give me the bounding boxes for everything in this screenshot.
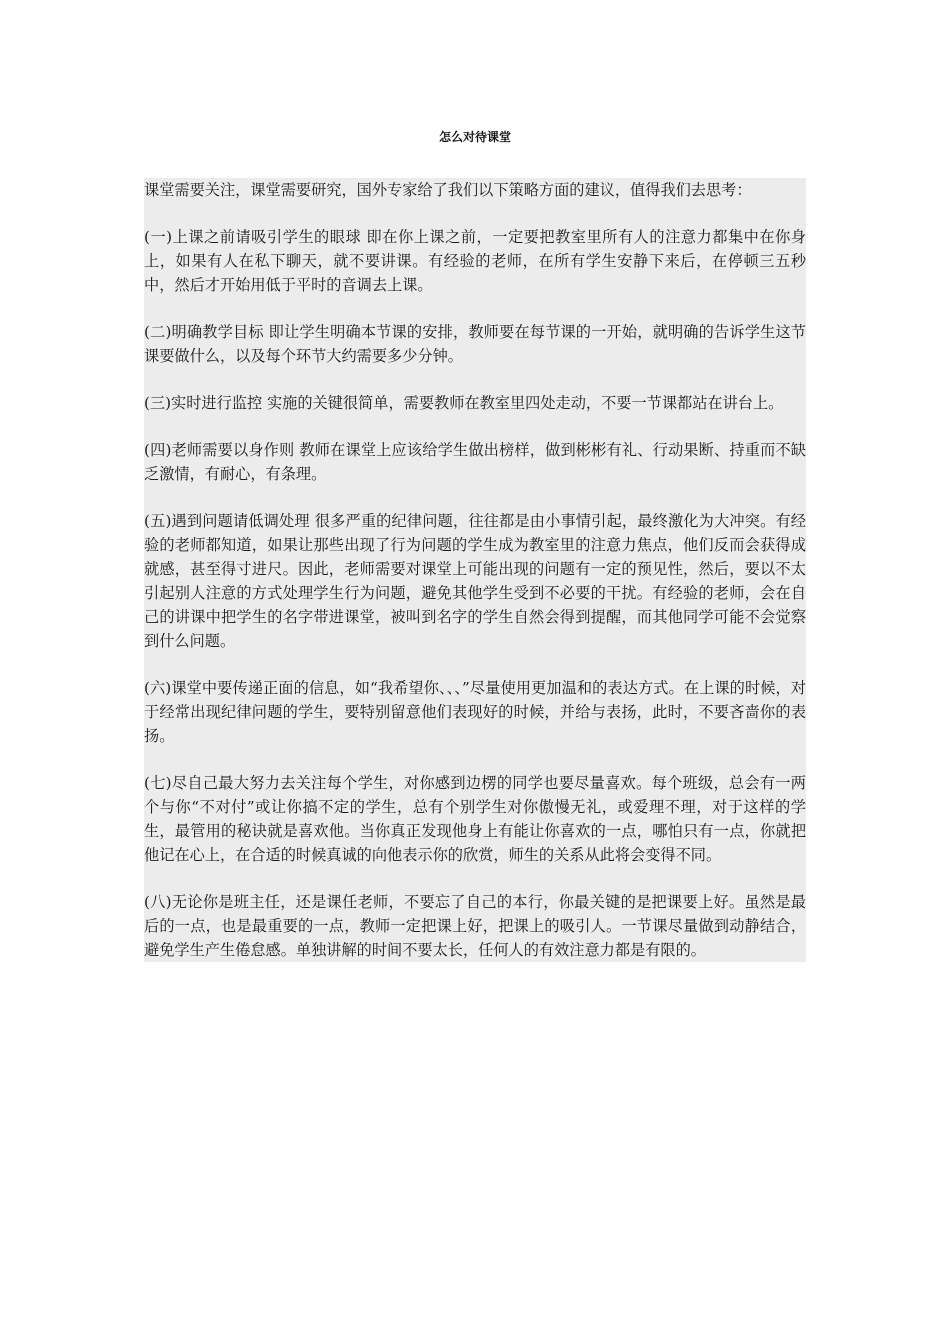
- paragraph-6: (六)课堂中要传递正面的信息，如“我希望你、、、”尽量使用更加温和的表达方式。在上课的时候，对于经常出现纪律问题的学生，要特别留意他们表现好的时候，并给与表扬，此时，不要吝啬你的表扬。: [144, 679, 806, 745]
- paragraph-spacer: [144, 653, 806, 676]
- paragraph-4: (四)老师需要以身作则 教师在课堂上应该给学生做出榜样，做到彬彬有礼、行动果断、持重而不缺乏激情，有耐心，有条理。: [144, 441, 806, 483]
- paragraph-spacer: [144, 867, 806, 890]
- paragraph-8: (八)无论你是班主任，还是课任老师，不要忘了自己的本行，你最关键的是把课要上好。虽然是最后的一点，也是最重要的一点，教师一定把课上好，把课上的吸引人。一节课尽量做到动静结合，避免学生产生倦怠感。单独讲解的时间不要太长，任何人的有效注意力都是有限的。: [144, 893, 806, 959]
- intro-paragraph: 课堂需要关注，课堂需要研究，国外专家给了我们以下策略方面的建议，值得我们去思考：: [144, 181, 752, 199]
- paragraph-5: (五)遇到问题请低调处理 很多严重的纪律问题，往往都是由小事情引起，最终激化为大冲突。有经验的老师都知道，如果让那些出现了行为问题的学生成为教室里的注意力焦点，他们反而会获得成就感，甚至得寸进尺。因此，老师需要对课堂上可能出现的问题有一定的预见性，然后，要以不太引起别人注意的方式处理学生行为问题，避免其他学生受到不必要的干扰。有经验的老师，会在自己的讲课中把学生的名字带进课堂，被叫到名字的学生自然会得到提醒，而其他同学可能不会觉察到什么问题。: [144, 512, 806, 650]
- paragraph-2: (二)明确教学目标 即让学生明确本节课的安排，教师要在每节课的一开始，就明确的告诉学生这节课要做什么，以及每个环节大约需要多少分钟。: [144, 323, 806, 365]
- document-body: [144, 178, 806, 962]
- paragraph-spacer: [144, 415, 806, 438]
- paragraph-7: (七)尽自己最大努力去关注每个学生，对你感到边楞的同学也要尽量喜欢。每个班级，总会有一两个与你“不对付”或让你搞不定的学生，总有个别学生对你傲慢无礼，或爱理不理，对于这样的学生，最管用的秘诀就是喜欢他。当你真正发现他身上有能让你喜欢的一点，哪怕只有一点，你就把他记在心上，在合适的时候真诚的向他表示你的欣赏，师生的关系从此将会变得不同。: [144, 774, 806, 864]
- paragraph-spacer: [144, 748, 806, 771]
- document-title: 怎么对待课堂: [438, 130, 511, 144]
- paragraph-spacer: [144, 297, 806, 320]
- paragraph-spacer: [144, 486, 806, 509]
- paragraph-spacer: [144, 202, 806, 225]
- paragraph-1: (一)上课之前请吸引学生的眼球 即在你上课之前，一定要把教室里所有人的注意力都集中在你身上，如果有人在私下聊天，就不要讲课。有经验的老师，在所有学生安静下来后，在停顿三五秒中，然后才开始用低于平时的音调去上课。: [144, 228, 806, 294]
- paragraph-spacer: [144, 368, 806, 391]
- paragraph-3: (三)实时进行监控 实施的关键很简单，需要教师在教室里四处走动，不要一节课都站在讲台上。: [144, 394, 784, 412]
